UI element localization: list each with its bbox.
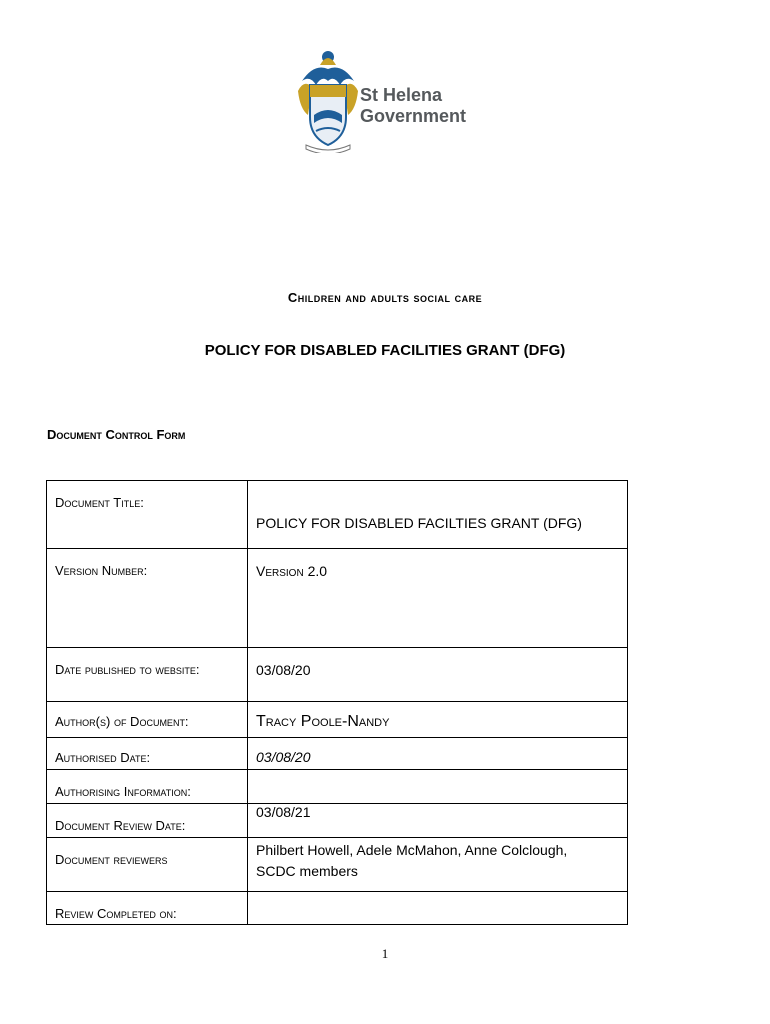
author-label: Author(s) of Document: <box>47 702 248 738</box>
published-label: Date published to website: <box>47 648 248 702</box>
review-date-label: Document Review Date: <box>47 804 248 838</box>
doc-title-value: POLICY FOR DISABLED FACILTIES GRANT (DFG) <box>248 481 628 549</box>
authorised-label: Authorised Date: <box>47 738 248 770</box>
author-value: Tracy Poole-Nandy <box>248 702 628 738</box>
page-number: 1 <box>381 946 389 961</box>
authorising-value <box>248 770 628 804</box>
review-date-value: 03/08/21 <box>248 804 628 838</box>
review-completed-label: Review Completed on: <box>47 892 248 925</box>
table-row <box>47 838 628 892</box>
department-heading: Children and adults social care <box>287 290 483 305</box>
document-control-table <box>46 480 628 925</box>
page-title: POLICY FOR DISABLED FACILITIES GRANT (DFG) <box>204 342 566 359</box>
table-row <box>47 738 628 770</box>
version-label: Version Number: <box>47 549 248 648</box>
logo-line-2: Government <box>360 106 467 126</box>
table-row <box>47 804 628 838</box>
logo-wordmark <box>360 85 466 127</box>
table-row <box>47 770 628 804</box>
reviewers-value: Philbert Howell, Adele McMahon, Anne Colclough, SCDC members <box>248 838 628 892</box>
authorised-value: 03/08/20 <box>248 738 628 770</box>
authorising-label: Authorising Information: <box>47 770 248 804</box>
reviewers-label: Document reviewers <box>47 838 248 892</box>
table-row <box>47 481 628 549</box>
doc-title-label: Document Title: <box>47 481 248 549</box>
table-row <box>47 549 628 648</box>
review-completed-value <box>248 892 628 925</box>
form-heading: Document Control Form <box>47 427 186 442</box>
table-row <box>47 702 628 738</box>
published-value: 03/08/20 <box>248 648 628 702</box>
table-row <box>47 892 628 925</box>
version-value: Version 2.0 <box>248 549 628 648</box>
table-row <box>47 648 628 702</box>
logo-line-1: St Helena <box>360 85 443 105</box>
